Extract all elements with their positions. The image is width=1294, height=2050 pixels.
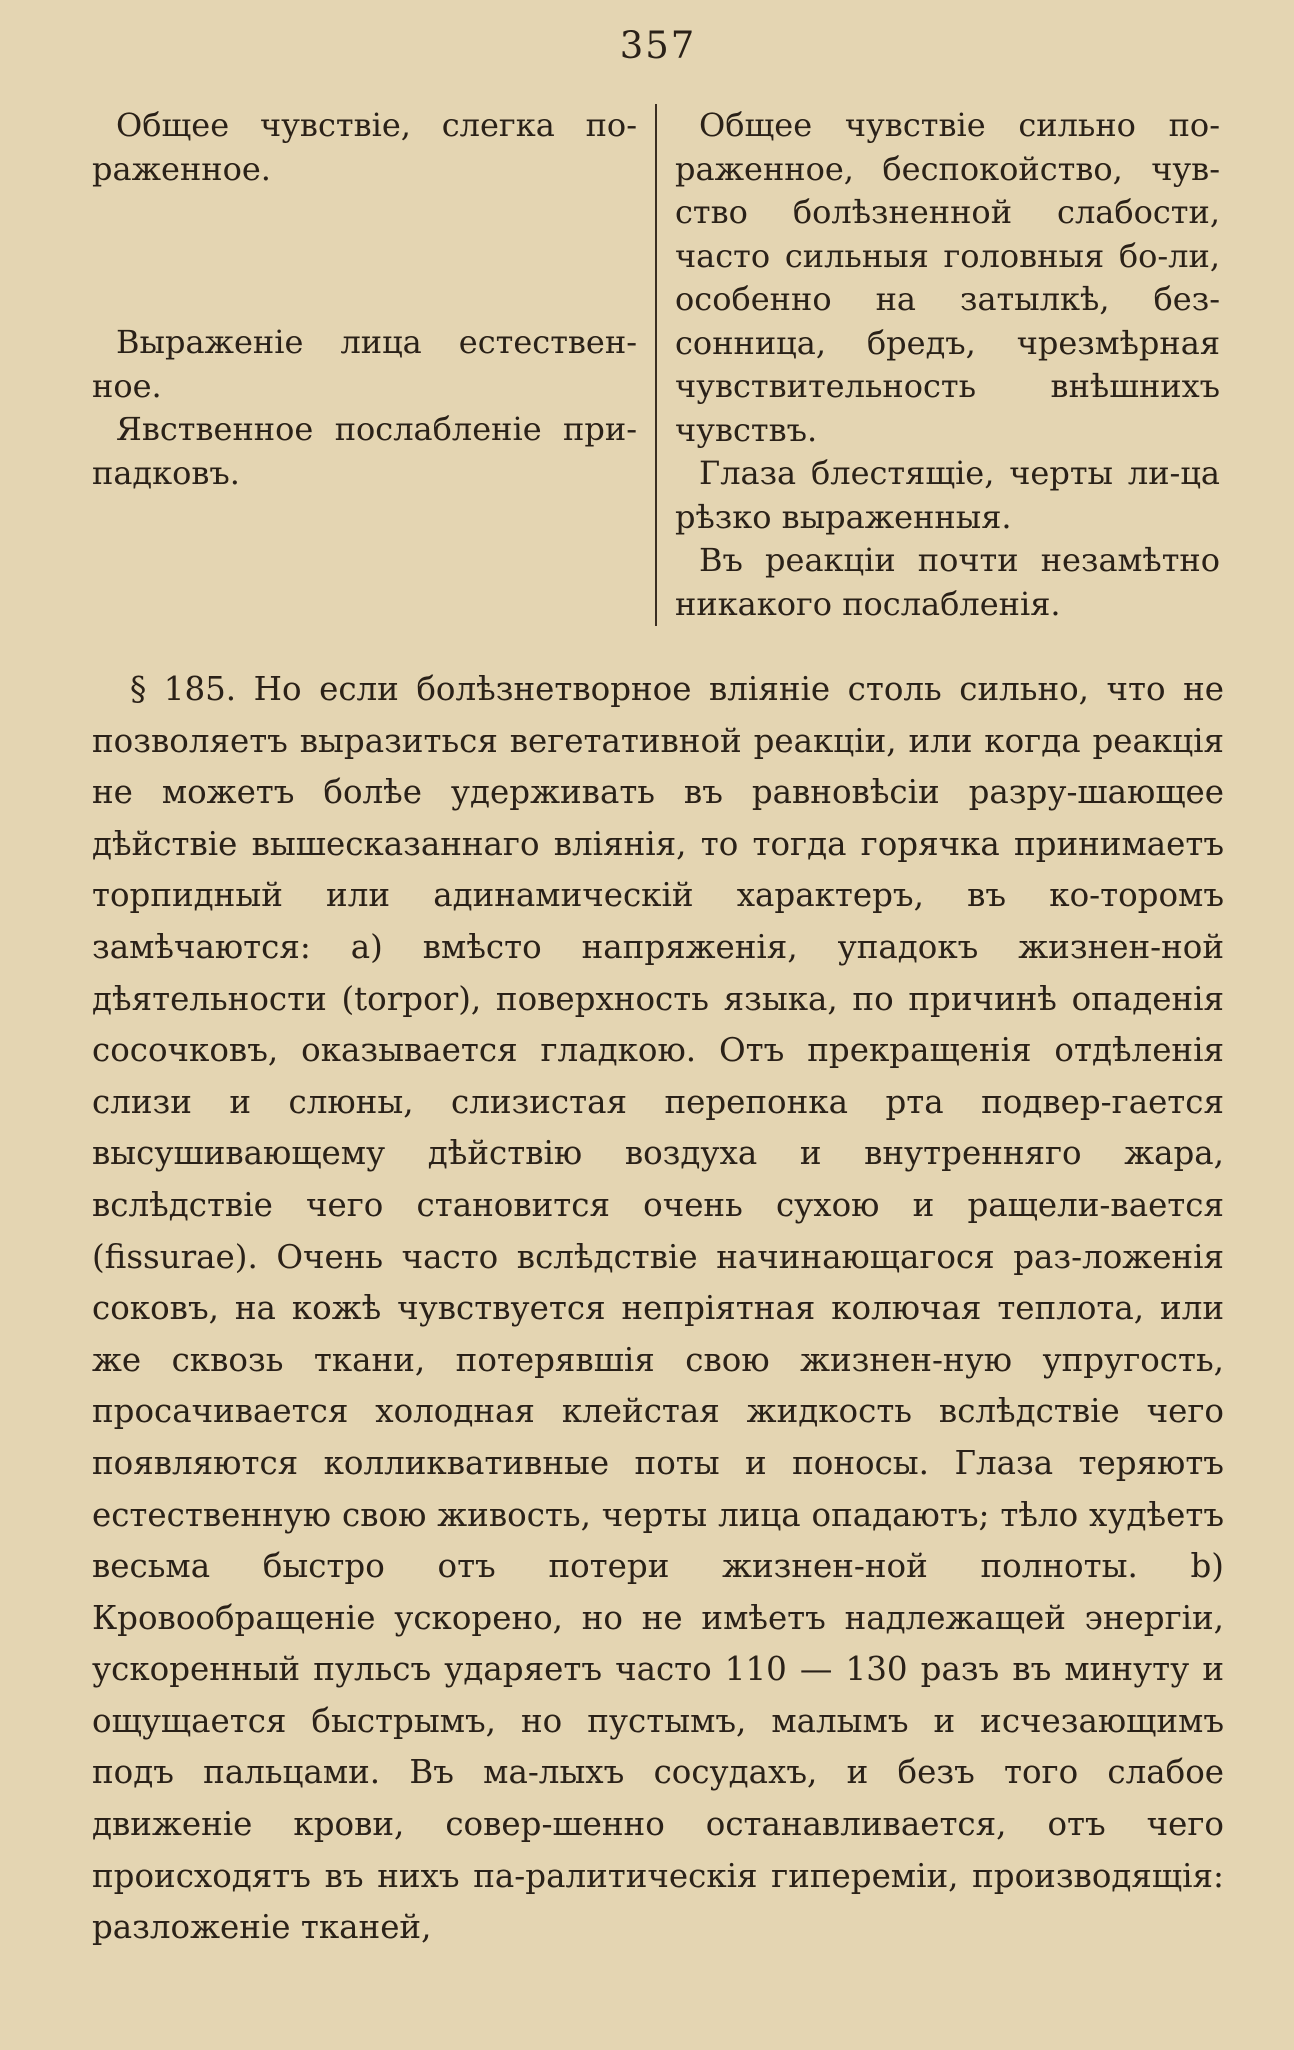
section-185-paragraph: § 185. Но если болѣзнетворное вліяніе столь сильно, что не позволяетъ выразиться вегетативной реакціи, или когда реакція не можетъ болѣе удерживать въ равновѣсіи разру-шающее дѣйствіе вышесказаннаго вліянія, то тогда горячка принимаетъ торпидный или адинамическій характеръ, въ ко-торомъ замѣчаются: а) вмѣсто напряженія, упадокъ жизнен-ной дѣятельности (torpor), поверхность языка, по причинѣ опаденія сосочковъ, оказывается гладкою. Отъ прекращенія отдѣленія слизи и слюны, слизистая перепонка рта подвер-гается высушивающему дѣйствію воздуха и внутренняго жара, вслѣдствіе чего становится очень сухою и ращели-вается (fissurae). Очень часто вслѣдствіе начинающагося раз-ложенія соковъ, на кожѣ чувствуется непріятная колючая теплота, или же сквозь ткани, потерявшія свою жизнен-ную упругость, просачивается холодная клейстая жидкость вслѣдствіе чего появляются колликвативные поты и поносы. Глаза теряютъ естественную свою живость, черты лица опадаютъ; тѣло худѣетъ весьма быстро отъ потери жизнен-ной полноты. b) Кровообращеніе ускорено, но не имѣетъ надлежащей энергіи, ускоренный пульсъ ударяетъ часто 110 — 130 разъ въ минуту и ощущается быстрымъ, но пустымъ, малымъ и исчезающимъ подъ пальцами. Въ ма-лыхъ сосудахъ, и безъ того слабое движеніе крови, совер-шенно останавливается, отъ чего происходятъ въ нихъ па-ралитическія гипереміи, производящія: разложеніе тканей, <box>92 670 1224 1947</box>
comparison-table <box>92 104 1224 626</box>
right-paroxysm-weakening: Въ реакціи почти незамѣтно никакого послабленія. <box>675 541 1220 623</box>
left-column <box>92 104 647 626</box>
page-number: 357 <box>619 24 697 67</box>
left-paroxysm-weakening: Явственное послабленіе при-падковъ. <box>92 410 637 492</box>
section-185 <box>92 664 1224 1954</box>
right-column <box>665 104 1220 626</box>
column-divider <box>655 104 657 626</box>
right-general-feeling: Общее чувствіе сильно по-раженное, беспокойство, чув-ство болѣзненной слабости, часто сильныя головныя бо-ли, особенно на затылкѣ, без-сонница, бредъ, чрезмѣрная чувствительность внѣшнихъ чувствъ. <box>675 106 1220 449</box>
left-column-gap <box>92 191 637 321</box>
right-face-expression: Глаза блестящіе, черты ли-ца рѣзко выраженныя. <box>675 454 1220 536</box>
left-general-feeling: Общее чувствіе, слегка по-раженное. <box>92 106 637 188</box>
left-face-expression: Выраженіе лица естествен-ное. <box>92 323 637 405</box>
